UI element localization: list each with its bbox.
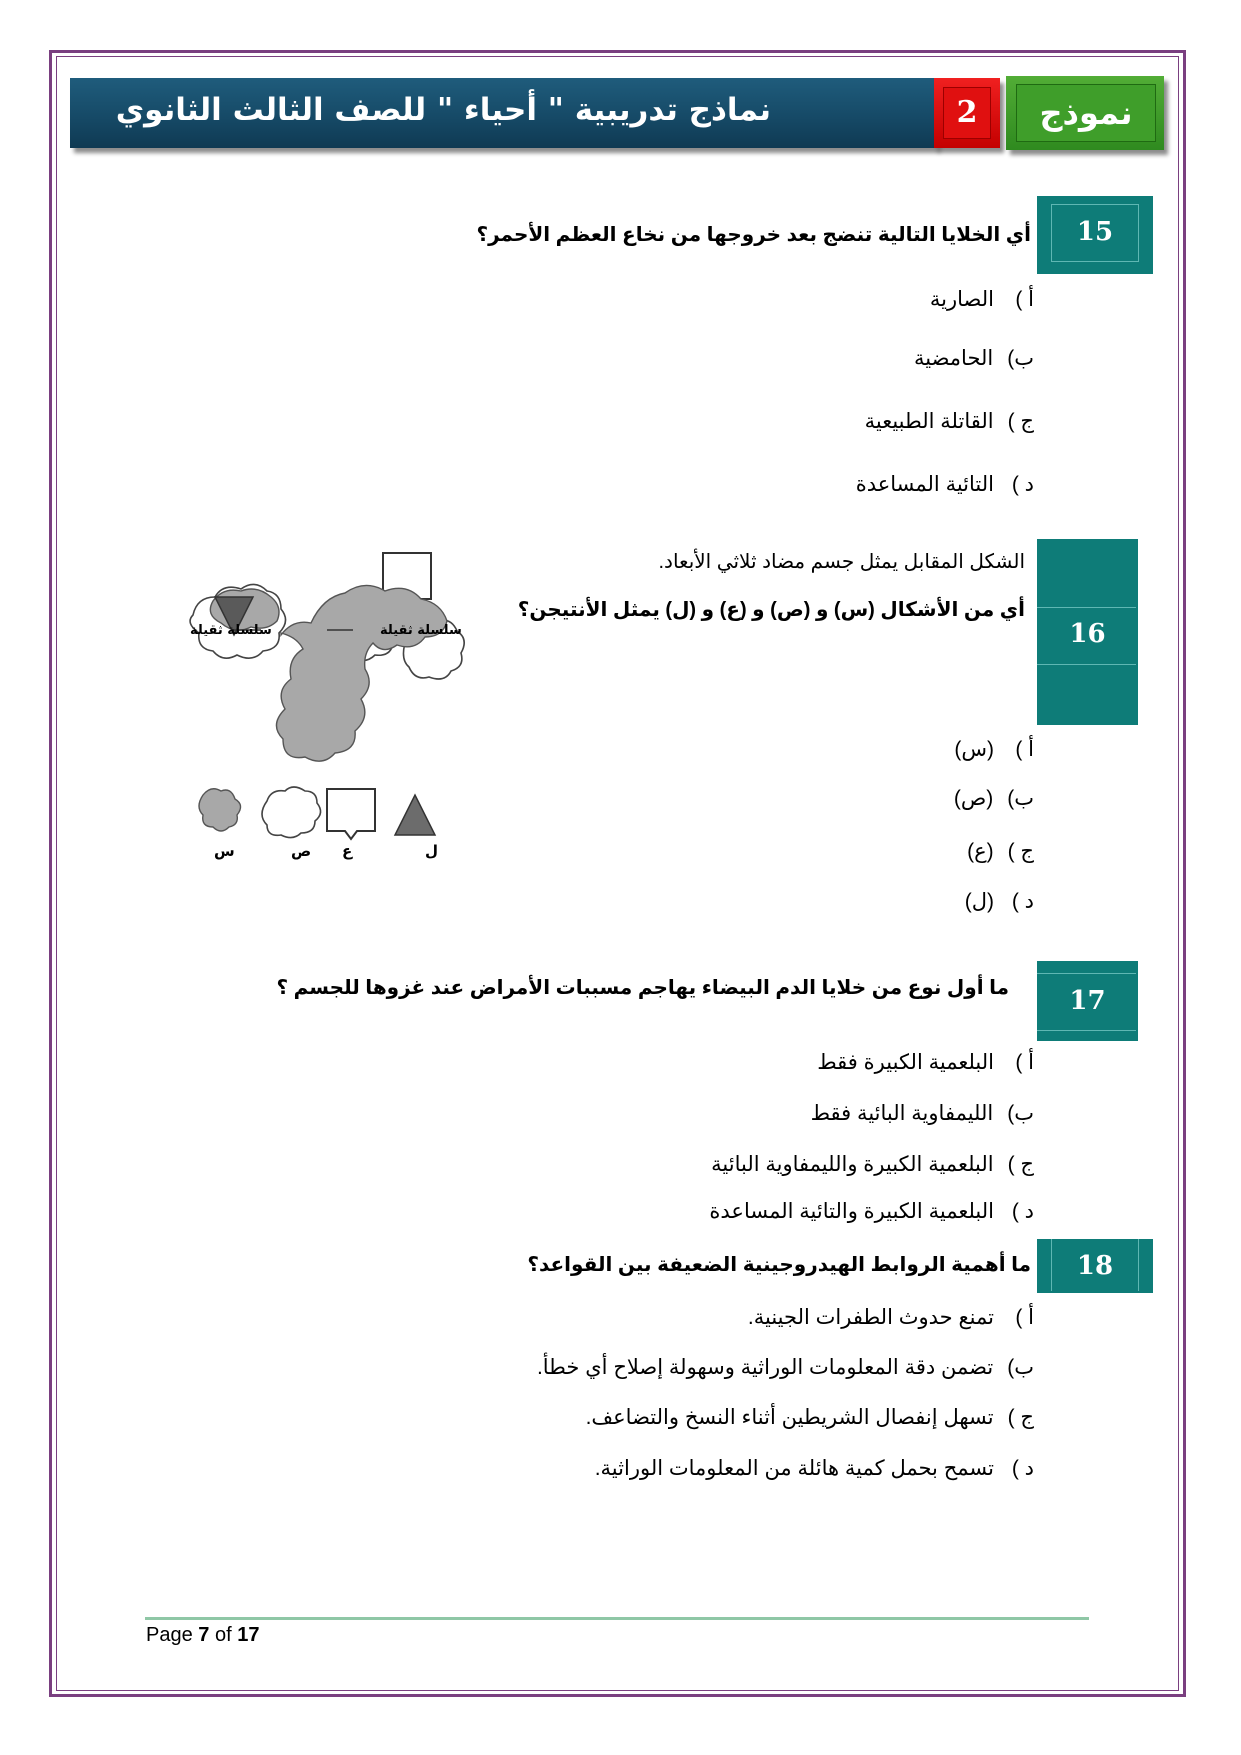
question-intro: الشكل المقابل يمثل جسم مضاد ثلاثي الأبعاد. <box>658 551 1025 573</box>
option-letter: ج ) <box>1007 840 1034 863</box>
header-model-number: 2 <box>943 87 991 139</box>
shape-ain <box>327 789 375 839</box>
option-letter: أ ) <box>1015 1051 1034 1074</box>
option-text: (ع) <box>967 840 994 863</box>
shape-sad <box>262 787 321 838</box>
question-number: 17 <box>1069 986 1106 1016</box>
page-number <box>146 1624 259 1647</box>
option-text: البلعمية الكبيرة والتائية المساعدة <box>709 1200 994 1223</box>
option-letter: أ ) <box>1015 288 1034 311</box>
option-row <box>711 1152 1034 1177</box>
option-letter: ب) <box>1007 1102 1034 1125</box>
question-prompt: أي من الأشكال (س) و (ص) و (ع) و (ل) يمثل الأنتيجن؟ <box>517 599 1025 621</box>
option-letter: د ) <box>1011 1200 1034 1223</box>
option-row <box>954 786 1034 811</box>
header-model-label: نموذج <box>1016 84 1156 142</box>
question-number-box-17 <box>1037 961 1138 1041</box>
option-row <box>595 1456 1034 1481</box>
option-text: الصارية <box>929 288 994 311</box>
option-text: البلعمية الكبيرة والليمفاوية البائية <box>711 1153 994 1176</box>
option-letter: ج ) <box>1007 1153 1034 1176</box>
header-title-bar <box>70 78 936 148</box>
option-row <box>914 346 1034 371</box>
footer-total-pages: 17 <box>237 1624 260 1646</box>
option-row <box>930 287 1034 312</box>
shape-s <box>199 789 241 831</box>
option-text: البلعمية الكبيرة فقط <box>817 1051 994 1074</box>
option-text: تسهل إنفصال الشريطين أثناء النسخ والتضاعف. <box>585 1406 994 1429</box>
option-row <box>586 1405 1034 1430</box>
footer-current-page: 7 <box>198 1624 210 1646</box>
option-text: (ل) <box>964 890 994 913</box>
option-text: تسمح بحمل كمية هائلة من المعلومات الوراثية. <box>594 1457 994 1480</box>
question-number-box-15 <box>1037 196 1153 274</box>
option-letter: ب) <box>1007 1356 1034 1379</box>
question-prompt: أي الخلايا التالية تنضج بعد خروجها من نخاع العظم الأحمر؟ <box>476 224 1031 246</box>
option-letter: د ) <box>1011 473 1034 496</box>
option-letter: ب) <box>1007 347 1034 370</box>
option-text: (س) <box>954 738 994 761</box>
option-row <box>856 472 1034 497</box>
question-number-box-18 <box>1037 1239 1153 1293</box>
figure-label-heavy-chain-right: سلسلة ثقيلة <box>380 623 462 638</box>
option-row <box>817 1050 1034 1075</box>
option-row <box>967 839 1034 864</box>
header-model-number-box <box>934 78 1000 148</box>
question-prompt: ما أول نوع من خلايا الدم البيضاء يهاجم مسببات الأمراض عند غزوها للجسم ؟ <box>276 977 1009 999</box>
question-prompt: ما أهمية الروابط الهيدروجينية الضعيفة بين القواعد؟ <box>527 1254 1031 1276</box>
shape-lam <box>395 795 435 835</box>
option-letter: د ) <box>1011 890 1034 913</box>
footer-divider <box>145 1617 1089 1620</box>
option-letter: أ ) <box>1015 738 1034 761</box>
option-row <box>709 1199 1034 1224</box>
question-number: 16 <box>1069 619 1106 649</box>
option-row <box>965 889 1034 914</box>
option-row <box>537 1355 1034 1380</box>
option-row <box>865 409 1034 434</box>
option-row <box>811 1101 1034 1126</box>
option-text: تمنع حدوث الطفرات الجينية. <box>747 1306 994 1329</box>
option-letter: ج ) <box>1007 410 1034 433</box>
option-text: الليمفاوية البائية فقط <box>810 1102 994 1125</box>
footer-of-word: of <box>214 1624 232 1646</box>
option-letter: د ) <box>1011 1457 1034 1480</box>
question-number: 18 <box>1076 1251 1114 1281</box>
option-text: تضمن دقة المعلومات الوراثية وسهولة إصلاح أي خطأ. <box>536 1356 994 1379</box>
header-title: نماذج تدريبية " أحياء " للصف الثالث الثانوي <box>115 92 771 128</box>
figure-label-heavy-chain-left: سلسلة ثقيلة <box>190 623 272 638</box>
option-text: الحامضية <box>913 347 994 370</box>
option-row <box>748 1305 1034 1330</box>
antibody-figure <box>185 545 485 885</box>
option-text: القاتلة الطبيعية <box>864 410 994 433</box>
option-letter: ج ) <box>1007 1406 1034 1429</box>
option-letter: ب) <box>1007 787 1034 810</box>
header-model-label-box <box>1006 76 1164 150</box>
figure-shape-label: ص <box>291 842 312 860</box>
question-number-box-16 <box>1037 539 1138 725</box>
option-text: (ص) <box>953 787 994 810</box>
figure-shape-label: ل <box>425 842 439 860</box>
figure-shape-label: ع <box>342 842 353 860</box>
footer-page-word: Page <box>146 1624 193 1646</box>
figure-shape-label: س <box>214 842 235 860</box>
question-number: 15 <box>1076 217 1114 247</box>
option-text: التائية المساعدة <box>855 473 994 496</box>
option-row <box>954 737 1034 762</box>
option-letter: أ ) <box>1015 1306 1034 1329</box>
